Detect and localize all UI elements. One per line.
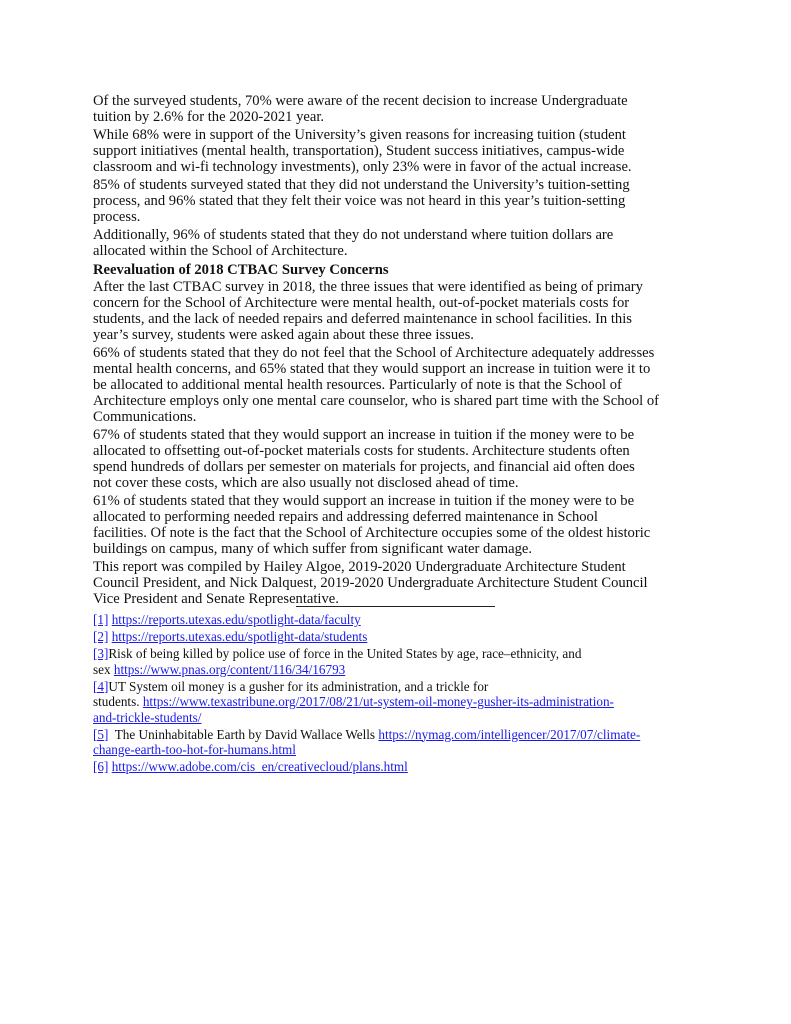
footnote-url-link[interactable]: https://reports.utexas.edu/spotlight-data/faculty bbox=[111, 612, 361, 627]
text-line: While 68% were in support of the University’s given reasons for increasing tuition (student bbox=[93, 127, 626, 143]
paragraph bbox=[93, 177, 659, 225]
footnote-separator bbox=[296, 606, 495, 607]
text-line: 61% of students stated that they would support an increase in tuition if the money were to be bbox=[93, 493, 635, 509]
footnote-text: UT System oil money is a gusher for its administration, and a trickle for bbox=[108, 678, 489, 694]
footnote-url-link[interactable]: https://www.adobe.com/cis_en/creativecloud/plans.html bbox=[111, 759, 408, 774]
footnote-ref-link[interactable]: [6] bbox=[93, 759, 109, 774]
text-line: be allocated to additional mental health resources. Particularly of note is that the School of bbox=[93, 377, 622, 393]
paragraph bbox=[93, 559, 659, 607]
paragraph bbox=[93, 427, 659, 491]
footnote-url-link[interactable]: https://nymag.com/intelligencer/2017/07/climate- bbox=[378, 726, 641, 742]
footnote-url-link[interactable]: change-earth-too-hot-for-humans.html bbox=[93, 742, 296, 757]
footnote-text: sex bbox=[93, 661, 114, 677]
footnote-text: students. bbox=[93, 694, 143, 709]
paragraph bbox=[93, 279, 659, 343]
text-line: Council President, and Nick Dalquest, 2019-2020 Undergraduate Architecture Student Council bbox=[93, 575, 648, 591]
text-line: allocated within the School of Architecture. bbox=[93, 243, 348, 259]
footnote-line bbox=[93, 759, 640, 775]
text-line: Vice President and Senate Representative. bbox=[93, 591, 339, 607]
paragraph bbox=[93, 93, 659, 125]
text-line: support initiatives (mental health, transportation), Student success initiatives, campus-wide bbox=[93, 143, 625, 159]
footnote-url-link[interactable]: https://www.texastribune.org/2017/08/21/ut-system-oil-money-gusher-its-administration- bbox=[142, 694, 614, 709]
footnote-text: The Uninhabitable Earth by David Wallace Wells bbox=[108, 726, 379, 742]
paragraph bbox=[93, 227, 659, 259]
footnote-line bbox=[93, 662, 640, 678]
text-line: Architecture employs only one mental care counselor, who is shared part time with the School of bbox=[93, 393, 659, 409]
text-line: spend hundreds of dollars per semester on materials for projects, and financial aid often does bbox=[93, 459, 635, 475]
footnote-ref-link[interactable]: [3] bbox=[93, 646, 109, 661]
text-line: process, and 96% stated that they felt their voice was not heard in this year’s tuition-setting bbox=[93, 193, 626, 209]
footnote-line bbox=[93, 694, 640, 710]
footnote-ref-link[interactable]: [5] bbox=[93, 726, 109, 742]
text-line: not cover these costs, which are also usually not disclosed ahead of time. bbox=[93, 475, 519, 491]
footnote-2 bbox=[93, 629, 640, 645]
text-line: concern for the School of Architecture were mental health, out-of-pocket materials costs for bbox=[93, 295, 630, 311]
paragraph bbox=[93, 345, 659, 425]
text-line: After the last CTBAC survey in 2018, the three issues that were identified as being of primary bbox=[93, 279, 643, 295]
document-body bbox=[93, 93, 659, 607]
text-line: tuition by 2.6% for the 2020-2021 year. bbox=[93, 109, 325, 125]
text-line: 67% of students stated that they would support an increase in tuition if the money were to be bbox=[93, 427, 635, 443]
footnote-url-link[interactable]: https://www.pnas.org/content/116/34/16793 bbox=[113, 661, 346, 677]
footnote-line bbox=[93, 646, 640, 662]
footnote-line bbox=[93, 612, 640, 628]
footnote-line bbox=[93, 727, 640, 743]
footnote-1 bbox=[93, 612, 640, 628]
text-line: allocated to offsetting out-of-pocket materials costs for students. Architecture students often bbox=[93, 443, 630, 459]
paragraph bbox=[93, 127, 659, 175]
footnote-text: Risk of being killed by police use of force in the United States by age, race–ethnicity, and bbox=[108, 646, 582, 661]
text-line: Additionally, 96% of students stated that they do not understand where tuition dollars are bbox=[93, 227, 614, 243]
text-line: buildings on campus, many of which suffer from significant water damage. bbox=[93, 541, 533, 557]
footnote-url-link[interactable]: https://reports.utexas.edu/spotlight-data/students bbox=[111, 629, 368, 644]
text-line: students, and the lack of needed repairs and deferred maintenance in school facilities. In this bbox=[93, 311, 632, 327]
footnote-line bbox=[93, 629, 640, 645]
text-line: classroom and wi-fi technology investments), only 23% were in favor of the actual increase. bbox=[93, 159, 632, 175]
text-line: allocated to performing needed repairs and addressing deferred maintenance in School bbox=[93, 509, 598, 525]
footnote-4 bbox=[93, 679, 640, 726]
text-line: facilities. Of note is the fact that the School of Architecture occupies some of the oldest historic bbox=[93, 525, 651, 541]
footnote-line bbox=[93, 742, 640, 758]
text-line: Of the surveyed students, 70% were aware of the recent decision to increase Undergraduate bbox=[93, 93, 628, 109]
footnote-3 bbox=[93, 646, 640, 677]
footnote-5 bbox=[93, 727, 640, 758]
paragraph bbox=[93, 493, 659, 557]
footnote-line bbox=[93, 710, 640, 726]
text-line: This report was compiled by Hailey Algoe, 2019-2020 Undergraduate Architecture Student bbox=[93, 559, 626, 575]
text-line: mental health concerns, and 65% stated that they would support an increase in tuition were it to bbox=[93, 361, 651, 377]
section-heading: Reevaluation of 2018 CTBAC Survey Concerns bbox=[93, 262, 389, 278]
text-line: process. bbox=[93, 209, 141, 225]
footnote-line bbox=[93, 679, 640, 695]
text-line: year’s survey, students were asked again about these three issues. bbox=[93, 327, 474, 343]
footnote-ref-link[interactable]: [1] bbox=[93, 612, 109, 627]
footnote-ref-link[interactable]: [2] bbox=[93, 629, 109, 644]
footnote-url-link[interactable]: and-trickle-students/ bbox=[93, 709, 202, 725]
footnote-ref-link[interactable]: [4] bbox=[93, 678, 109, 694]
footnote-6 bbox=[93, 759, 640, 775]
footnotes bbox=[93, 612, 640, 776]
text-line: Communications. bbox=[93, 409, 197, 425]
text-line: 85% of students surveyed stated that they did not understand the University’s tuition-setting bbox=[93, 177, 630, 193]
text-line: 66% of students stated that they do not feel that the School of Architecture adequately addresses bbox=[93, 345, 655, 361]
